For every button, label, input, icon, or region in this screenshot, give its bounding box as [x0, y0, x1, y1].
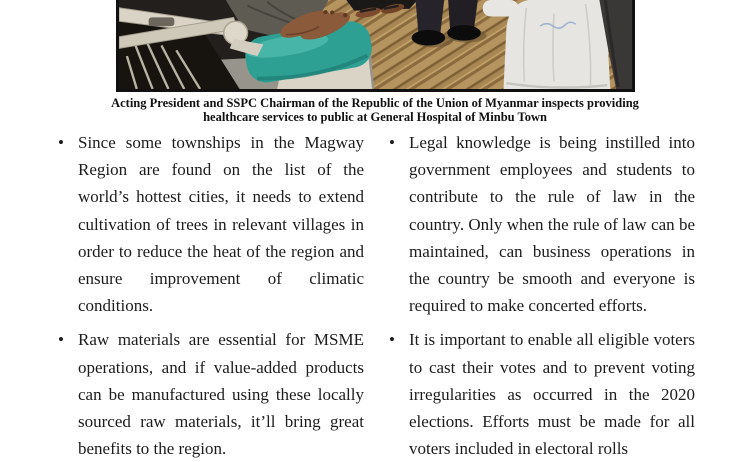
list-item: [57, 129, 364, 319]
bullet-icon: •: [58, 330, 64, 350]
bullet-text: Raw materials are essential for MSME operations, and if value-added products can be manufactured using these locally sourced raw materials, it’ll bring great benefits to the region.: [78, 330, 364, 459]
list-item: [388, 129, 695, 319]
article-photo: [116, 0, 635, 92]
list-item: [57, 326, 364, 462]
bullet-icon: •: [389, 133, 395, 152]
bullet-text: It is important to enable all eligible voters to cast their votes and to prevent voting irregularities as occurred in the 2020 elections. Efforts must be made for all voters included in electoral rolls: [409, 330, 695, 459]
bullet-text: Since some townships in the Magway Region are found on the list of the world’s hottest cities, it needs to extend cultivation of trees in relevant villages in order to reduce the heat of the region and ensure improvement of climatic conditions.: [78, 133, 364, 316]
photo-caption-line-1: Acting President and SSPC Chairman of the Republic of the Union of Myanmar inspects providing: [111, 96, 639, 110]
bullet-icon: •: [58, 133, 64, 152]
photo-caption-line-2: healthcare services to public at General Hospital of Minbu Town: [203, 110, 547, 124]
white-coat-staff: [503, 0, 610, 89]
article-columns: [0, 129, 750, 462]
bullet-icon: •: [389, 330, 395, 350]
right-column: [388, 129, 695, 462]
bullet-text: Legal knowledge is being instilled into government employees and students to contribute to the rule of law in the country. Only when the rule of law can be maintained, can business operations in the country be smooth and everyone is required to make concerted efforts.: [409, 133, 695, 316]
left-column: [57, 129, 364, 462]
photo-caption: [0, 96, 750, 124]
list-item: [388, 326, 695, 462]
article-photo-illustration: [119, 0, 632, 89]
